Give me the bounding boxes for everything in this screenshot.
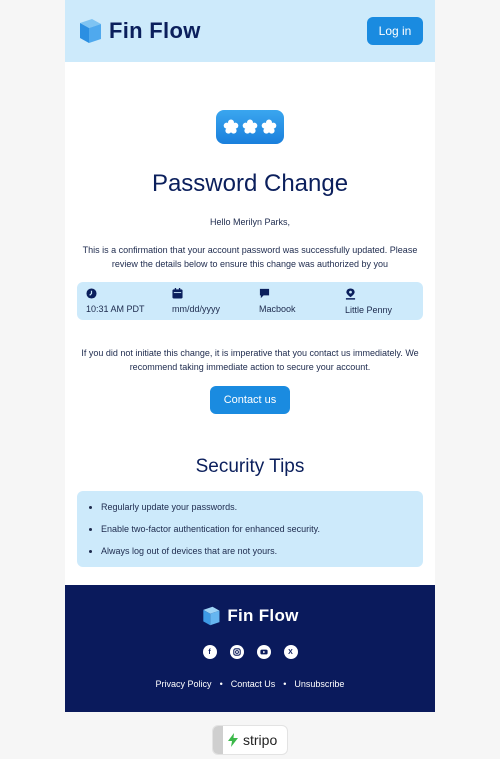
chat-icon bbox=[259, 288, 270, 299]
security-tips-list bbox=[77, 497, 423, 563]
location-pin-icon bbox=[345, 288, 356, 300]
security-tips-title: Security Tips bbox=[195, 456, 305, 477]
confirmation-line-1: This is a confirmation that your account password was successfully updated. Please bbox=[82, 245, 418, 255]
brand[interactable] bbox=[77, 17, 201, 45]
unsubscribe-link[interactable]: Unsubscribe bbox=[294, 679, 345, 689]
calendar-icon bbox=[172, 288, 183, 299]
privacy-policy-link[interactable]: Privacy Policy bbox=[155, 679, 212, 689]
stripo-name: stripo bbox=[243, 732, 278, 748]
login-button[interactable]: Log in bbox=[367, 17, 423, 45]
fin-flow-logo-icon bbox=[77, 17, 103, 45]
stripo-logo-icon bbox=[227, 733, 239, 747]
contact-wrap bbox=[65, 386, 435, 414]
footer bbox=[65, 585, 435, 712]
clock-icon bbox=[86, 288, 97, 299]
page-title: Password Change bbox=[151, 170, 349, 197]
youtube-icon[interactable] bbox=[257, 645, 271, 659]
warning-line-2: recommend taking immediate action to secure your account. bbox=[129, 362, 371, 372]
tip-item: • Always log out of devices that are not yours. bbox=[101, 541, 423, 563]
detail-device-value: Macbook bbox=[259, 304, 296, 314]
main-content bbox=[65, 62, 435, 585]
detail-device bbox=[259, 288, 296, 314]
facebook-icon[interactable]: f bbox=[203, 645, 217, 659]
stripo-badge[interactable] bbox=[212, 725, 288, 755]
detail-time-value: 10:31 AM PDT bbox=[86, 304, 145, 314]
detail-date bbox=[172, 288, 220, 314]
stripo-badge-wrap bbox=[65, 725, 435, 755]
social-links bbox=[203, 645, 298, 659]
footer-brand-name: Fin Flow bbox=[227, 606, 299, 625]
confirmation-text bbox=[81, 243, 419, 271]
footer-links bbox=[156, 679, 345, 689]
header bbox=[65, 0, 435, 62]
warning-line-1: If you did not initiate this change, it is imperative that you contact us immediately. We bbox=[81, 348, 419, 358]
footer-brand[interactable] bbox=[201, 605, 298, 627]
contact-us-button[interactable]: Contact us bbox=[210, 386, 290, 414]
x-icon[interactable]: X bbox=[284, 645, 298, 659]
instagram-icon[interactable] bbox=[230, 645, 244, 659]
brand-name: Fin Flow bbox=[109, 18, 201, 43]
detail-date-value: mm/dd/yyyy bbox=[172, 304, 221, 314]
detail-location bbox=[345, 288, 392, 315]
tip-item: • Enable two-factor authentication for enhanced security. bbox=[101, 519, 423, 541]
password-badge-wrap bbox=[65, 110, 435, 144]
email-container bbox=[65, 0, 435, 755]
password-asterisks-icon bbox=[216, 110, 284, 144]
tip-item: • Regularly update your passwords. bbox=[101, 497, 423, 519]
security-tips-box bbox=[77, 491, 423, 567]
detail-location-value: Little Penny bbox=[345, 305, 393, 315]
stripo-badge-tab bbox=[213, 725, 223, 755]
detail-time bbox=[86, 288, 145, 314]
fin-flow-logo-icon bbox=[201, 605, 221, 627]
confirmation-line-2: review the details below to ensure this change was authorized by you bbox=[111, 259, 389, 269]
greeting: Hello Merilyn Parks, bbox=[209, 217, 291, 227]
footer-separator: • bbox=[283, 679, 287, 689]
change-details bbox=[77, 282, 423, 320]
warning-text bbox=[81, 346, 419, 374]
contact-us-link[interactable]: Contact Us bbox=[230, 679, 276, 689]
footer-separator: • bbox=[219, 679, 223, 689]
